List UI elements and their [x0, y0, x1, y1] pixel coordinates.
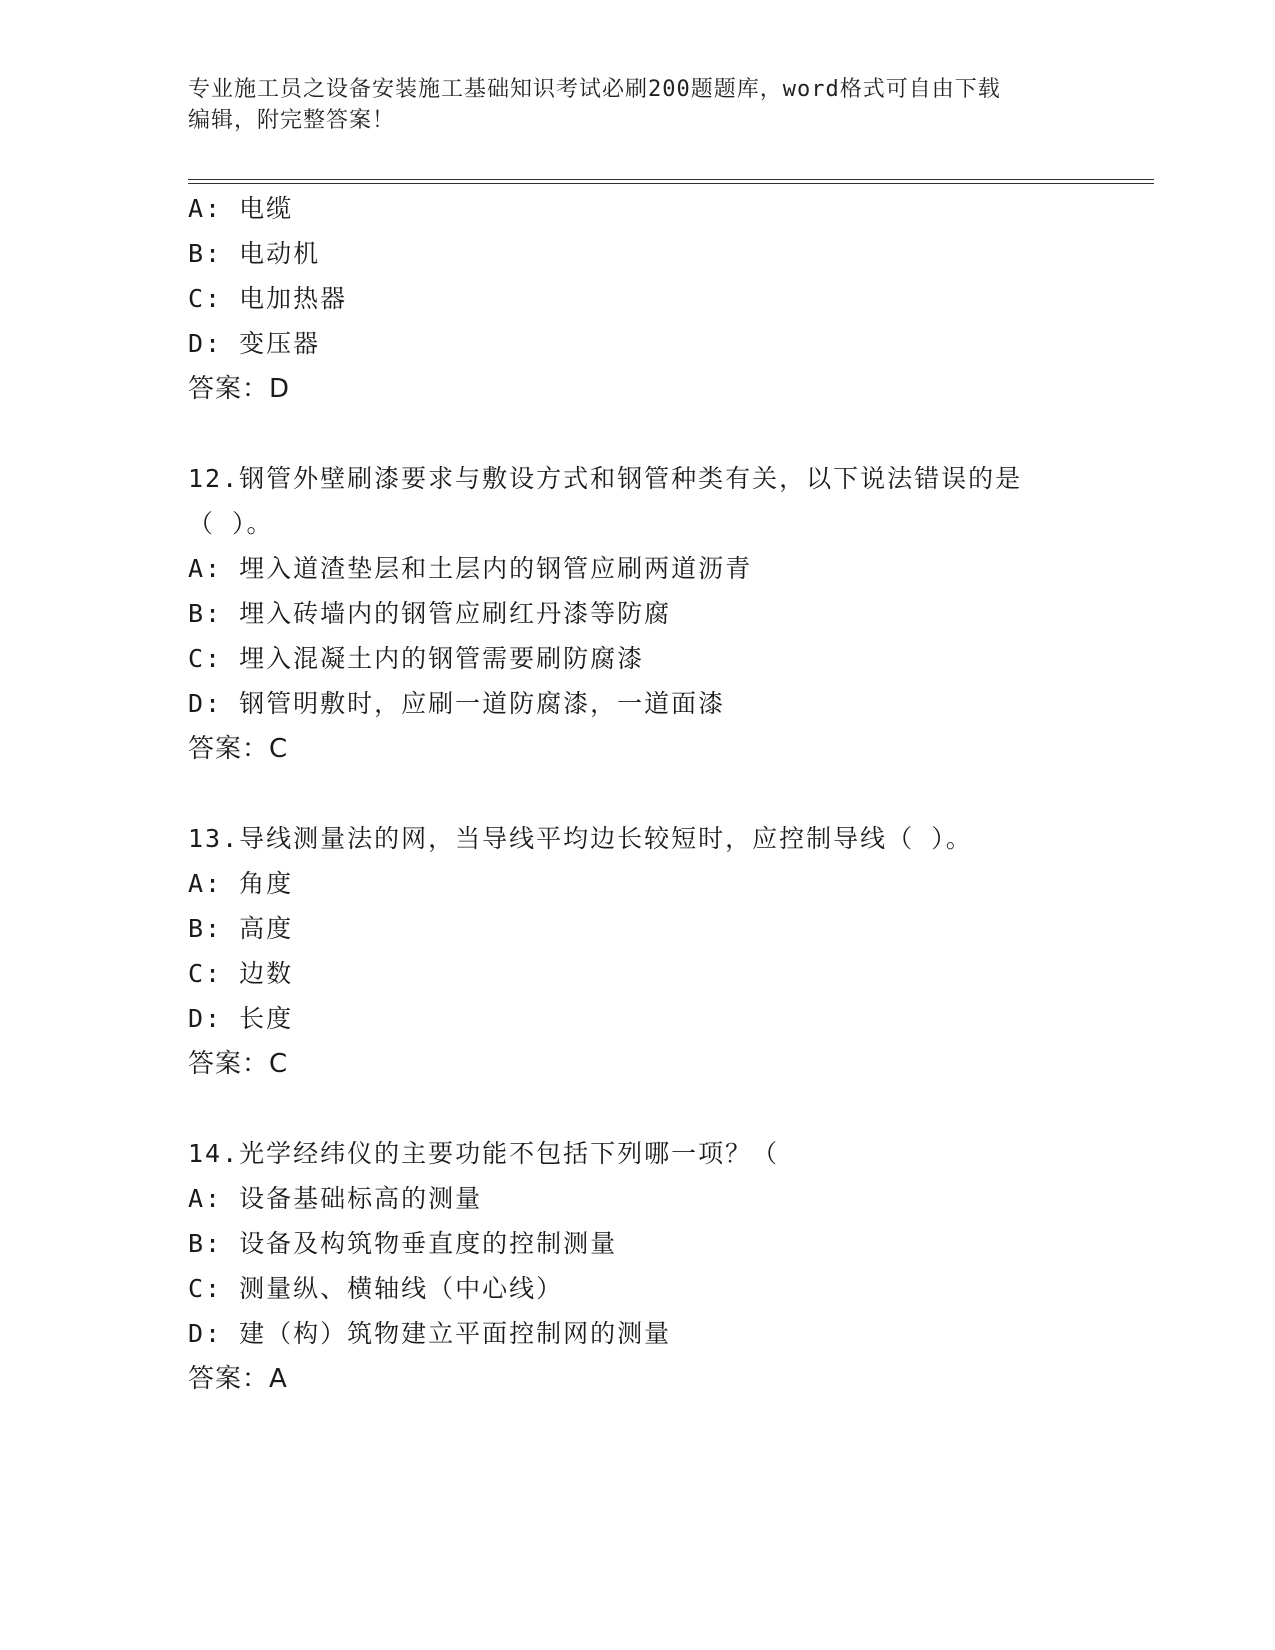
header-line-1: 专业施工员之设备安装施工基础知识考试必刷200题题库，word格式可自由下载: [188, 77, 1001, 102]
q12-option-d: D: 钢管明敷时，应刷一道防腐漆，一道面漆: [188, 689, 726, 718]
q11-option-b: B: 电动机: [188, 239, 321, 268]
q11-answer: 答案：D: [188, 374, 291, 404]
header-divider-top: [188, 179, 1154, 180]
q13-option-d: D: 长度: [188, 1004, 294, 1033]
q14-stem-line-1: 14.光学经纬仪的主要功能不包括下列哪一项？（: [188, 1139, 780, 1168]
q14-option-a: A: 设备基础标高的测量: [188, 1184, 483, 1213]
q13-option-b: B: 高度: [188, 914, 294, 943]
q11-option-a: A: 电缆: [188, 194, 294, 223]
q14-option-c: C: 测量纵、横轴线（中心线）: [188, 1274, 564, 1303]
q12-answer: 答案：C: [188, 734, 289, 764]
q14-option-d: D: 建（构）筑物建立平面控制网的测量: [188, 1319, 672, 1348]
q12-stem-line-1: 12.钢管外壁刷漆要求与敷设方式和钢管种类有关，以下说法错误的是: [188, 464, 1023, 493]
q13-option-c: C: 边数: [188, 959, 294, 988]
document-header: [188, 74, 1088, 136]
header-line-2: 编辑，附完整答案！: [188, 108, 396, 133]
q12-option-a: A: 埋入道渣垫层和土层内的钢管应刷两道沥青: [188, 554, 753, 583]
q13-answer: 答案：C: [188, 1049, 289, 1079]
q12-stem-line-2: （ ）。: [188, 509, 274, 538]
q12-option-c: C: 埋入混凝土内的钢管需要刷防腐漆: [188, 644, 645, 673]
q11-option-d: D: 变压器: [188, 329, 321, 358]
q11-option-c: C: 电加热器: [188, 284, 348, 313]
header-divider-bottom: [188, 183, 1154, 184]
q12-option-b: B: 埋入砖墙内的钢管应刷红丹漆等防腐: [188, 599, 672, 628]
q13-stem-line-1: 13.导线测量法的网，当导线平均边长较短时，应控制导线（ ）。: [188, 824, 973, 853]
q13-option-a: A: 角度: [188, 869, 294, 898]
q14-option-b: B: 设备及构筑物垂直度的控制测量: [188, 1229, 618, 1258]
q14-answer: 答案：A: [188, 1364, 288, 1394]
